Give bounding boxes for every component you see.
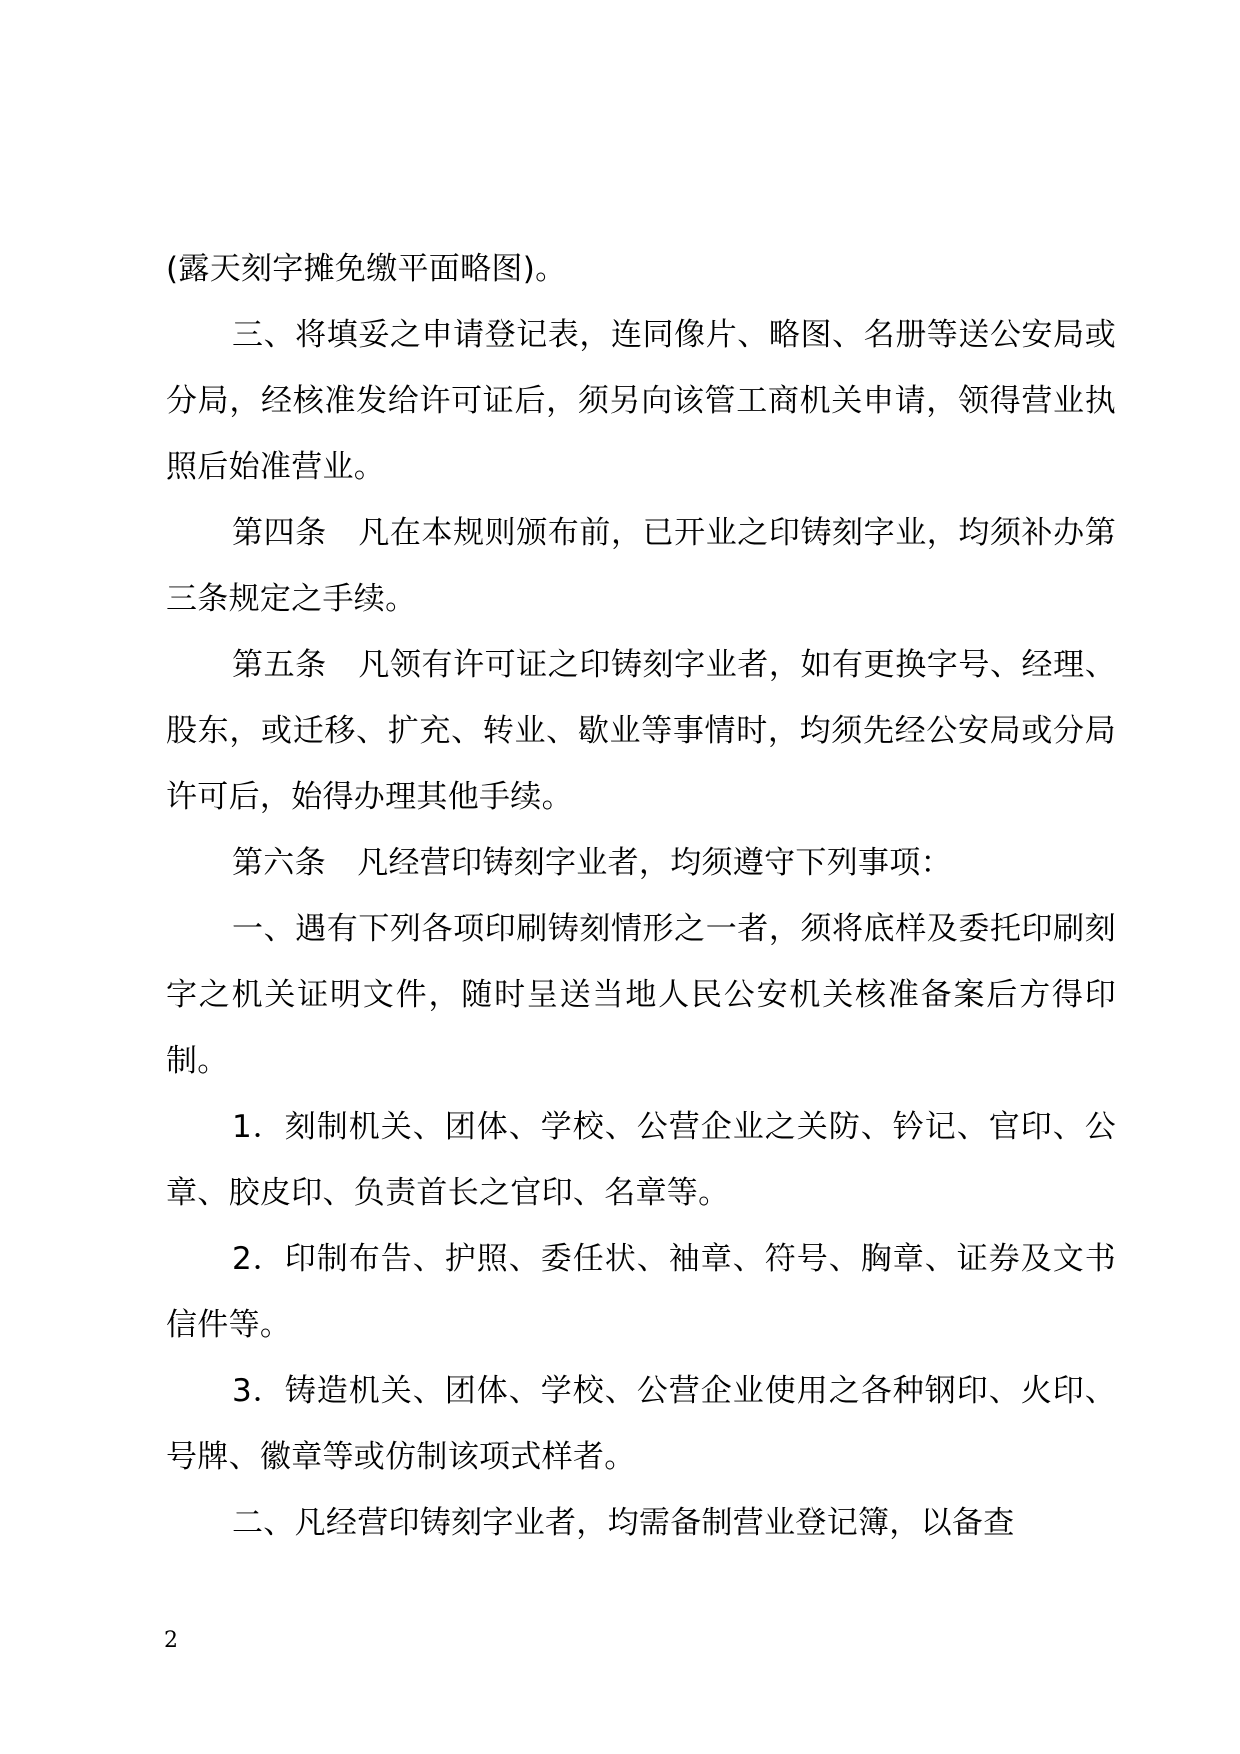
paragraph-8: 2．印制布告、护照、委任状、袖章、符号、胸章、证券及文书信件等。 [166,1241,1116,1343]
paragraph-5: 第六条 凡经营印铸刻字业者，均须遵守下列事项： [232,845,952,881]
document-body [166,236,1116,1556]
paragraph-3: 第四条 凡在本规则颁布前，已开业之印铸刻字业，均须补办第三条规定之手续。 [166,515,1116,617]
paragraph-7: 1．刻制机关、团体、学校、公营企业之关防、钤记、官印、公章、胶皮印、负责首长之官印、名章等。 [166,1109,1116,1211]
paragraph-9: 3．铸造机关、团体、学校、公营企业使用之各种钢印、火印、号牌、徽章等或仿制该项式样者。 [166,1373,1116,1475]
paragraph-4: 第五条 凡领有许可证之印铸刻字业者，如有更换字号、经理、股东，或迁移、扩充、转业、歇业等事情时，均须先经公安局或分局许可后，始得办理其他手续。 [166,647,1116,815]
page-number: 2 [164,1628,178,1653]
paragraph-6: 一、遇有下列各项印刷铸刻情形之一者，须将底样及委托印刷刻字之机关证明文件，随时呈送当地人民公安机关核准备案后方得印制。 [166,911,1116,1079]
paragraph-1: (露天刻字摊免缴平面略图)。 [166,251,567,287]
paragraph-2: 三、将填妥之申请登记表，连同像片、略图、名册等送公安局或分局，经核准发给许可证后，须另向该管工商机关申请，领得营业执照后始准营业。 [166,317,1116,485]
paragraph-10: 二、凡经营印铸刻字业者，均需备制营业登记簿，以备查 [232,1505,1015,1541]
